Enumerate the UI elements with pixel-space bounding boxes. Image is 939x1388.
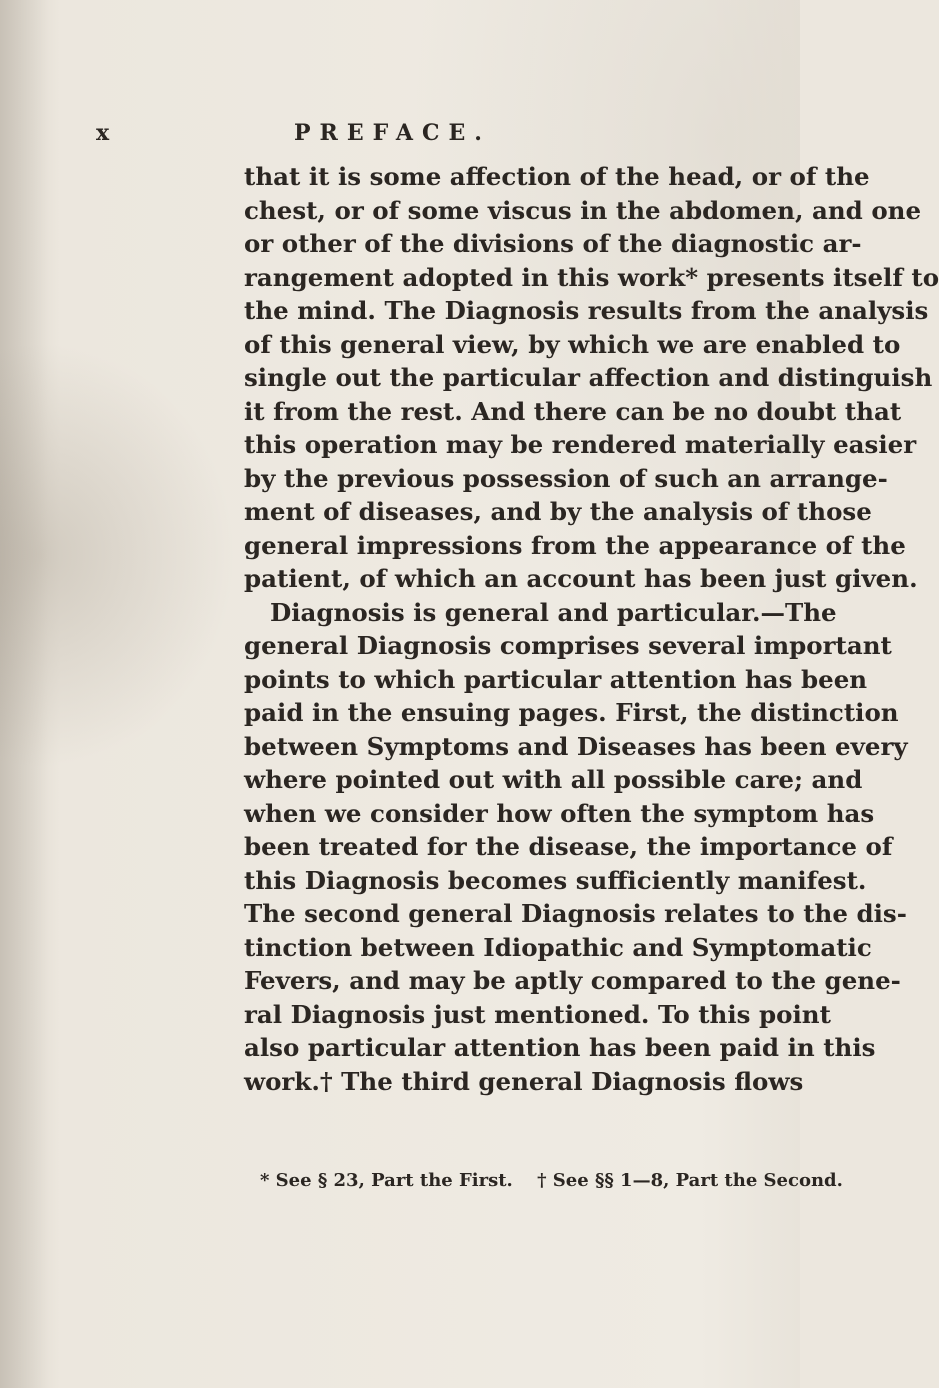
gutter-shadow [0, 0, 48, 1388]
text-line: also particular attention has been paid in this [244, 1033, 876, 1062]
body-text [244, 160, 939, 1098]
text-line: paid in the ensuing pages. First, the distinction [244, 698, 899, 727]
text-line: when we consider how often the symptom has [244, 798, 875, 828]
text-line: where pointed out with all possible care; and [244, 765, 863, 794]
text-line: Diagnosis is general and particular.—The [270, 597, 837, 627]
footnotes [260, 1170, 843, 1191]
text-line: chest, or of some viscus in the abdomen, and one [244, 195, 922, 225]
text-line: between Symptoms and Diseases has been every [244, 731, 908, 761]
text-line: single out the particular affection and distinguish [244, 363, 933, 392]
text-line: patient, of which an account has been just given. [244, 564, 918, 593]
text-line: been treated for the disease, the importance of [244, 832, 893, 861]
text-line: by the previous possession of such an arrange- [244, 463, 888, 493]
text-line: it from the rest. And there can be no doubt that [244, 396, 902, 426]
text-line: general Diagnosis comprises several important [244, 631, 892, 660]
footnote: * See § 23, Part the First. [260, 1170, 513, 1191]
text-line: Fevers, and may be aptly compared to the gene- [244, 966, 901, 995]
text-line: general impressions from the appearance of the [244, 530, 906, 560]
text-line: tinction between Idiopathic and Symptomatic [244, 932, 872, 962]
text-line: ral Diagnosis just mentioned. To this point [244, 999, 831, 1029]
text-line: ment of diseases, and by the analysis of those [244, 497, 872, 526]
running-head [96, 120, 760, 150]
text-line: or other of the divisions of the diagnostic ar- [244, 229, 862, 258]
text-line: of this general view, by which we are enabled to [244, 329, 901, 359]
text-line: this operation may be rendered materially easier [244, 430, 917, 459]
text-line: rangement adopted in this work* presents itself to [244, 262, 939, 292]
text-line: the mind. The Diagnosis results from the analysis [244, 296, 929, 325]
page-number: x [96, 120, 111, 146]
text-line: points to which particular attention has been [244, 664, 868, 694]
text-line: The second general Diagnosis relates to the dis- [244, 899, 907, 928]
text-line: this Diagnosis becomes sufficiently manifest. [244, 865, 867, 895]
footnote: † See §§ 1—8, Part the Second. [537, 1170, 843, 1191]
text-line: that it is some affection of the head, or of the [244, 162, 870, 191]
page-title: PREFACE. [294, 120, 491, 146]
text-line: work.† The third general Diagnosis flows [244, 1066, 804, 1096]
